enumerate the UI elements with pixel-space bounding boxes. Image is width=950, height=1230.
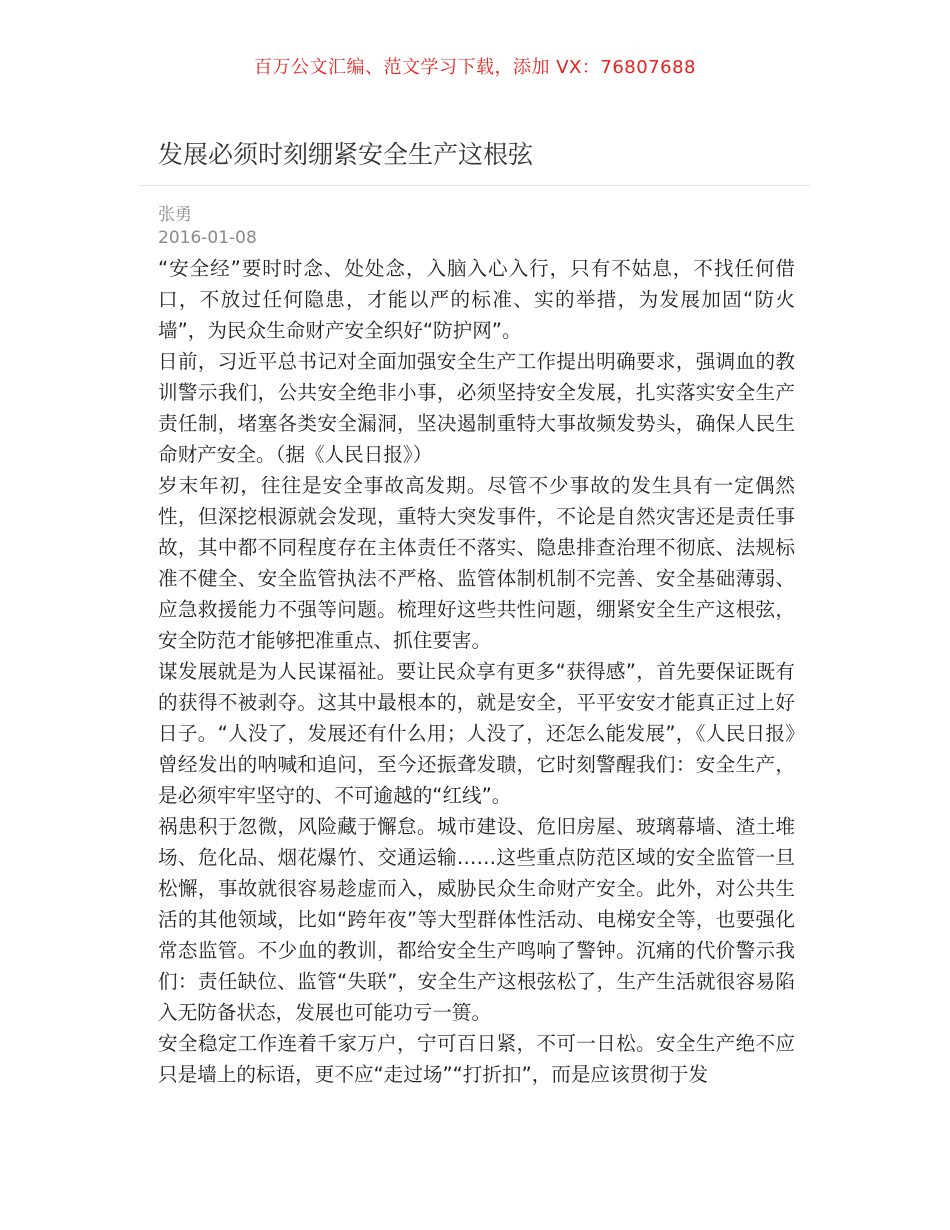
title-divider xyxy=(140,185,810,186)
article-paragraph: 日前，习近平总书记对全面加强安全生产工作提出明确要求，强调血的教训警示我们，公共安全绝非小事，必须坚持安全发展，扎实落实安全生产责任制，堵塞各类安全漏洞，坚决遏制重特大事故频发势头，确保人民生命财产安全。（据《人民日报》） xyxy=(158,350,795,466)
article-author: 张勇 xyxy=(158,205,192,225)
article-paragraph: 安全稳定工作连着千家万户，宁可百日紧，不可一日松。安全生产绝不应只是墙上的标语，更不应“走过场”“打折扣”，而是应该贯彻于发 xyxy=(158,1032,795,1086)
download-banner: 百万公文汇编、范文学习下载，添加 VX：76807688 xyxy=(254,57,696,78)
article-date: 2016-01-08 xyxy=(158,228,257,248)
article-paragraph: 祸患积于忽微，风险藏于懈怠。城市建设、危旧房屋、玻璃幕墙、渣土堆场、危化品、烟花爆竹、交通运输……这些重点防范区域的安全监管一旦松懈，事故就很容易趁虚而入，威胁民众生命财产安全。此外，对公共生活的其他领域，比如“跨年夜”等大型群体性活动、电梯安全等，也要强化常态监管。不少血的教训，都给安全生产鸣响了警钟。沉痛的代价警示我们：责任缺位、监管“失联”，安全生产这根弦松了，生产生活就很容易陷入无防备状态，发展也可能功亏一篑。 xyxy=(158,815,795,1024)
article-paragraph: “安全经”要时时念、处处念，入脑入心入行，只有不姑息，不找任何借口，不放过任何隐患，才能以严的标准、实的举措，为发展加固“防火墙”，为民众生命财产安全织好“防护网”。 xyxy=(158,257,795,342)
article-paragraph: 岁末年初，往往是安全事故高发期。尽管不少事故的发生具有一定偶然性，但深挖根源就会发现，重特大突发事件，不论是自然灾害还是责任事故，其中都不同程度存在主体责任不落实、隐患排查治理不彻底、法规标准不健全、安全监管执法不严格、监管体制机制不完善、安全基础薄弱、应急救援能力不强等问题。梳理好这些共性问题，绷紧安全生产这根弦，安全防范才能够把准重点、抓住要害。 xyxy=(158,474,795,652)
article-body xyxy=(158,253,795,1090)
article-paragraph: 谋发展就是为人民谋福祉。要让民众享有更多“获得感”，首先要保证既有的获得不被剥夺。这其中最根本的，就是安全，平平安安才能真正过上好日子。“人没了，发展还有什么用；人没了，还怎么能发展”，《人民日报》曾经发出的呐喊和追问，至今还振聋发聩，它时刻警醒我们：安全生产，是必须牢牢坚守的、不可逾越的“红线”。 xyxy=(158,660,795,807)
article-title: 发展必须时刻绷紧安全生产这根弦 xyxy=(158,140,534,169)
